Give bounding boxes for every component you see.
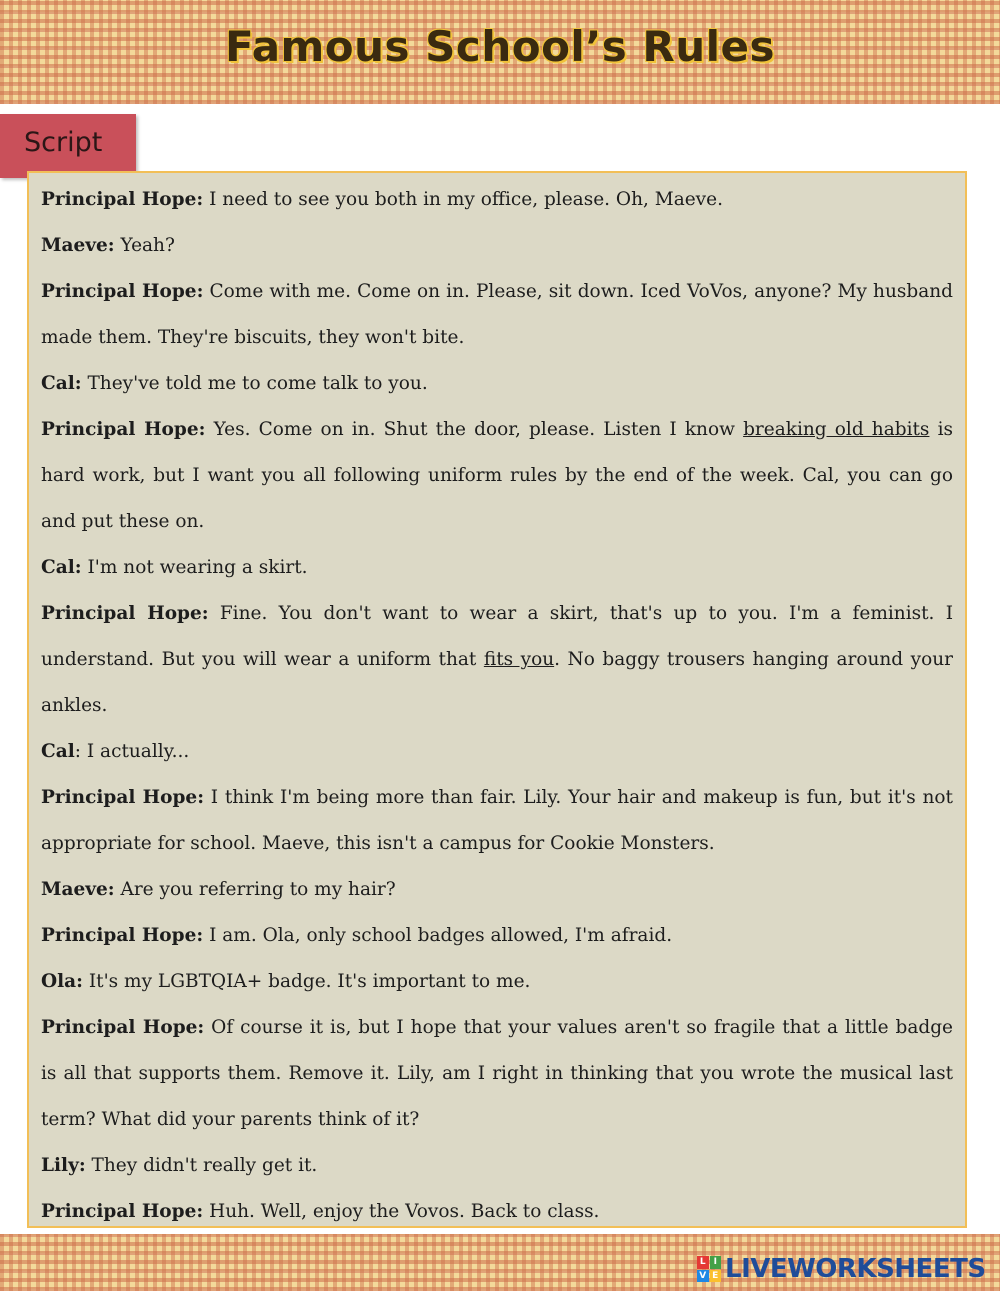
script-line — [41, 1189, 953, 1235]
dialogue-text: I am. Ola, only school badges allowed, I'm afraid. — [203, 925, 673, 946]
dialogue-text: They didn't really get it. — [85, 1155, 318, 1176]
script-line — [41, 959, 953, 1005]
script-line — [41, 729, 953, 775]
dialogue-text: Yes. Come on in. Shut the door, please. Listen I know — [205, 419, 744, 440]
underlined-phrase: fits you — [483, 649, 555, 670]
script-line — [41, 177, 953, 223]
dialogue-text: . No baggy trousers hanging around your ankles. — [41, 649, 953, 716]
script-line — [41, 545, 953, 591]
logo-letter: E — [710, 1270, 722, 1283]
logo-grid-icon — [697, 1256, 721, 1282]
section-tag-script: Script — [0, 114, 136, 178]
dialogue-text: Are you referring to my hair? — [114, 879, 396, 900]
speaker-name: Principal Hope: — [41, 925, 204, 946]
script-line — [41, 223, 953, 269]
liveworksheets-logo[interactable] — [697, 1252, 986, 1286]
script-line — [41, 1143, 953, 1189]
script-line — [41, 407, 953, 545]
script-line — [41, 591, 953, 729]
script-line — [41, 913, 953, 959]
speaker-name: Lily: — [41, 1155, 86, 1176]
speaker-name: Principal Hope: — [41, 1201, 204, 1222]
dialogue-text: is hard work, but I want you all following uniform rules by the end of the week. Cal, you can go and put these on. — [41, 419, 953, 532]
speaker-name: Maeve: — [41, 879, 115, 900]
logo-text: LIVEWORKSHEETS — [725, 1254, 986, 1284]
page-title: Famous School’s Rules — [224, 22, 776, 71]
script-line — [41, 775, 953, 867]
underlined-phrase: breaking old habits — [743, 419, 930, 440]
speaker-name: Principal Hope: — [41, 419, 206, 440]
logo-letter: I — [710, 1256, 722, 1269]
dialogue-text: Fine. You don't want to wear a skirt, that's up to you. I'm a feminist. I understand. But you will wear a uniform that — [41, 603, 953, 670]
dialogue-text: Come with me. Come on in. Please, sit down. Iced VoVos, anyone? My husband made them. They're biscuits, they won't bite. — [41, 281, 953, 348]
dialogue-text: I think I'm being more than fair. Lily. Your hair and makeup is fun, but it's not appropriate for school. Maeve, this isn't a campus for Cookie Monsters. — [41, 787, 953, 854]
script-line — [41, 1005, 953, 1143]
speaker-name: Principal Hope: — [41, 1017, 205, 1038]
dialogue-text: I'm not wearing a skirt. — [81, 557, 308, 578]
speaker-name: Principal Hope: — [41, 787, 205, 808]
speaker-name: Cal: — [41, 557, 82, 578]
speaker-name: Cal: — [41, 373, 82, 394]
speaker-name: Maeve: — [41, 235, 115, 256]
logo-letter: L — [697, 1256, 709, 1269]
speaker-name: Principal Hope: — [41, 603, 209, 624]
dialogue-text: I need to see you both in my office, please. Oh, Maeve. — [203, 189, 723, 210]
logo-letter: V — [697, 1270, 709, 1283]
dialogue-text: Of course it is, but I hope that your values aren't so fragile that a little badge is all that supports them. Remove it. Lily, am I right in thinking that you wrote the musical last term? What did your parents think of it? — [41, 1017, 953, 1130]
speaker-name: Principal Hope: — [41, 189, 204, 210]
dialogue-text: They've told me to come talk to you. — [81, 373, 428, 394]
dialogue-text: : I actually... — [74, 741, 190, 762]
speaker-name: Principal Hope: — [41, 281, 204, 302]
dialogue-text: Yeah? — [114, 235, 175, 256]
dialogue-text: Huh. Well, enjoy the Vovos. Back to class. — [203, 1201, 600, 1222]
script-line — [41, 361, 953, 407]
speaker-name: Cal — [41, 741, 75, 762]
script-line — [41, 867, 953, 913]
dialogue-text: It's my LGBTQIA+ badge. It's important to me. — [82, 971, 531, 992]
script-line — [41, 269, 953, 361]
script-box — [27, 171, 967, 1228]
speaker-name: Ola: — [41, 971, 83, 992]
